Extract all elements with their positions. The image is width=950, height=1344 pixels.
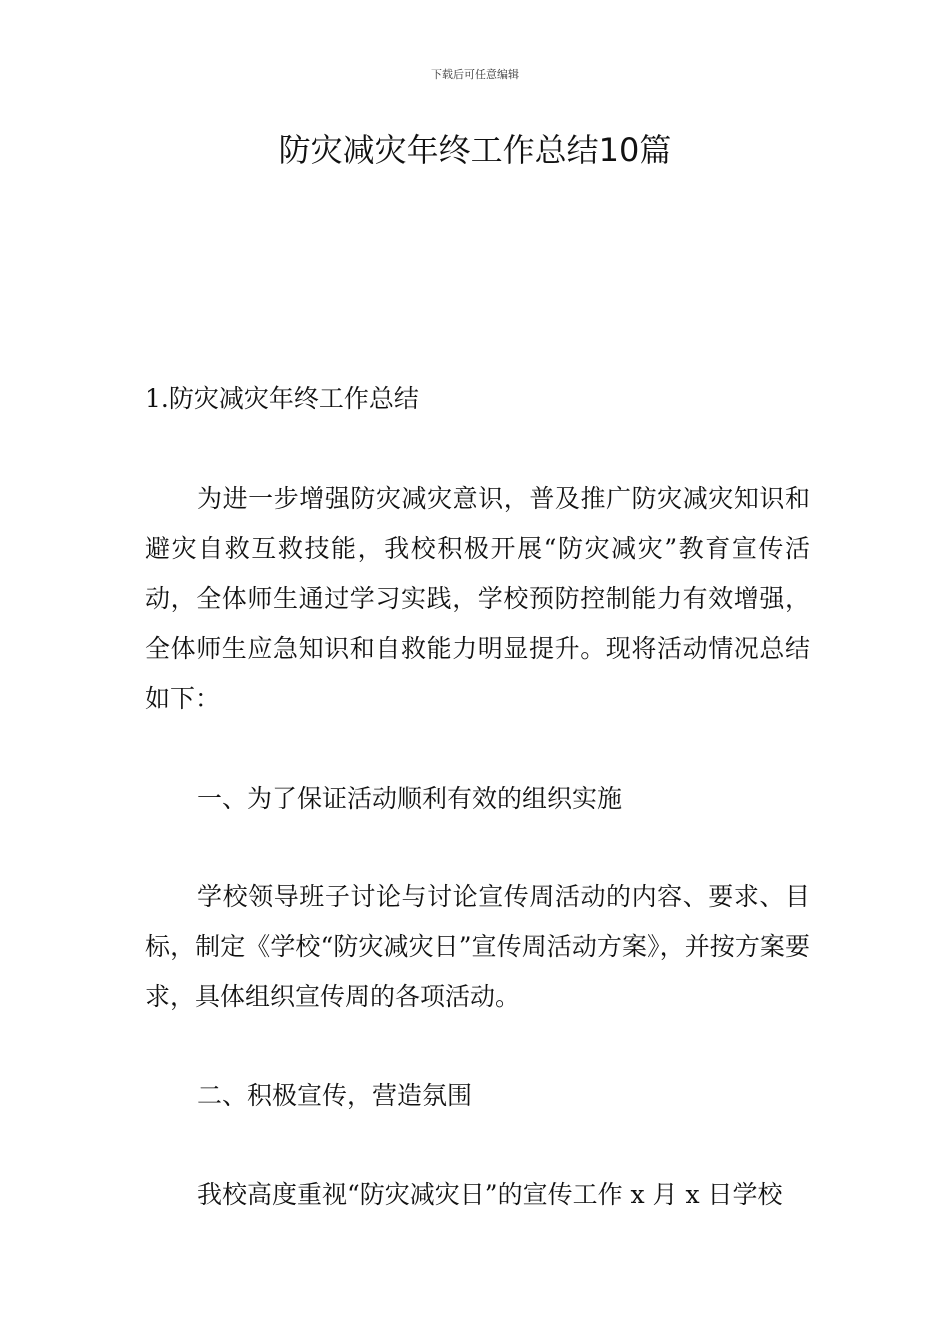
- subheading-organization: 一、为了保证活动顺利有效的组织实施: [197, 784, 623, 813]
- paragraph-intro: 为进一步增强防灾减灾意识，普及推广防灾减灾知识和避灾自救互救技能，我校积极开展“防灾减灾”教育宣传活动，全体师生通过学习实践，学校预防控制能力有效增强，全体师生应急知识和自救能力明显提升。现将活动情况总结如下：: [145, 484, 810, 713]
- paragraph-publicity: 我校高度重视“防灾减灾日”的宣传工作 x 月 x 日学校: [197, 1180, 783, 1209]
- document-title: 防灾减灾年终工作总结10篇: [278, 131, 672, 169]
- subheading-publicity: 二、积极宣传，营造氛围: [197, 1081, 473, 1110]
- paragraph-organization: 学校领导班子讨论与讨论宣传周活动的内容、要求、目标，制定《学校“防灾减灾日”宣传周活动方案》，并按方案要求，具体组织宣传周的各项活动。: [145, 882, 810, 1011]
- section-heading: 1.防灾减灾年终工作总结: [145, 384, 419, 413]
- header-note: 下载后可任意编辑: [431, 68, 519, 81]
